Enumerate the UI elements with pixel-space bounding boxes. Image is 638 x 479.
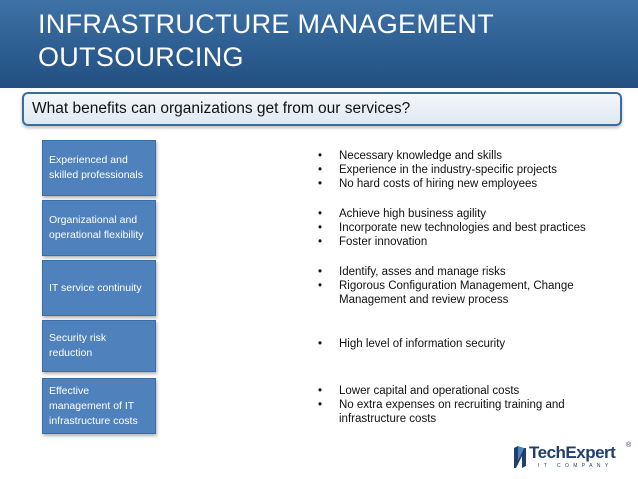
benefit-label: Experienced and skilled professionals [49, 154, 143, 181]
bullet-dot: • [318, 385, 323, 397]
bullet-text: High level of information security [339, 338, 506, 350]
bullet-dot: • [318, 338, 323, 350]
bullet-item [314, 279, 614, 307]
bullet-text: Experience in the industry-specific projects [339, 164, 557, 176]
bullet-item [314, 163, 614, 177]
bullet-dot: • [318, 164, 323, 176]
bullet-item [314, 221, 614, 235]
subtitle-bar [22, 92, 622, 126]
benefit-label: Security risk reduction [49, 332, 107, 359]
bullet-item [314, 384, 614, 398]
logo-wordmark: TechExpert [529, 443, 616, 462]
benefit-box-flexibility [42, 200, 156, 256]
bullet-text: Rigorous Configuration Management, Change Management and review process [339, 280, 574, 306]
bullet-group-costs [314, 384, 614, 426]
bullet-item [314, 398, 614, 426]
bullet-dot: • [318, 266, 323, 278]
bullet-group-flexibility [314, 207, 614, 249]
slide-title-line2: OUTSOURCING [38, 42, 244, 72]
logo-tagline: IT COMPANY [538, 463, 613, 469]
slide-header [0, 0, 638, 88]
bullet-item [314, 149, 614, 163]
benefit-label: IT service continuity [49, 281, 142, 294]
bullet-item [314, 235, 614, 249]
bullet-text: Lower capital and operational costs [339, 385, 520, 397]
bullet-group-experienced [314, 149, 614, 191]
logo-registered-mark: ® [626, 442, 632, 449]
bullet-dot: • [318, 208, 323, 220]
bullet-group-security [314, 337, 614, 351]
bullet-dot: • [318, 222, 323, 234]
benefit-box-costs [42, 378, 156, 434]
benefit-box-security [42, 320, 156, 372]
bullet-text: Identify, asses and manage risks [339, 266, 506, 278]
slide-title-line1: INFRASTRUCTURE MANAGEMENT [38, 9, 495, 39]
bullet-text: No hard costs of hiring new employees [339, 178, 538, 190]
bullet-dot: • [318, 150, 323, 162]
subtitle-question: What benefits can organizations get from our services? [32, 100, 411, 117]
logo-n-icon [512, 444, 528, 470]
benefit-label: Organizational and operational flexibility [49, 214, 144, 241]
bullet-dot: • [318, 178, 323, 190]
bullet-item [314, 337, 614, 351]
bullet-dot: • [318, 399, 323, 411]
benefit-box-experienced [42, 140, 156, 196]
bullet-group-continuity [314, 265, 614, 307]
bullet-item [314, 265, 614, 279]
techexpert-logo [512, 442, 634, 474]
bullet-item [314, 207, 614, 221]
bullet-text: Necessary knowledge and skills [339, 150, 502, 162]
benefit-box-continuity [42, 260, 156, 316]
bullet-dot: • [318, 236, 323, 248]
bullet-text: Incorporate new technologies and best practices [339, 222, 586, 234]
benefit-label: Effective management of IT infrastructure costs [49, 384, 138, 427]
bullet-text: Achieve high business agility [339, 208, 487, 220]
bullet-text: Foster innovation [339, 236, 428, 248]
bullet-text: No extra expenses on recruiting training and infrastructure costs [339, 399, 565, 425]
slide-title [38, 8, 598, 74]
bullet-dot: • [318, 280, 323, 292]
bullet-item [314, 177, 614, 191]
